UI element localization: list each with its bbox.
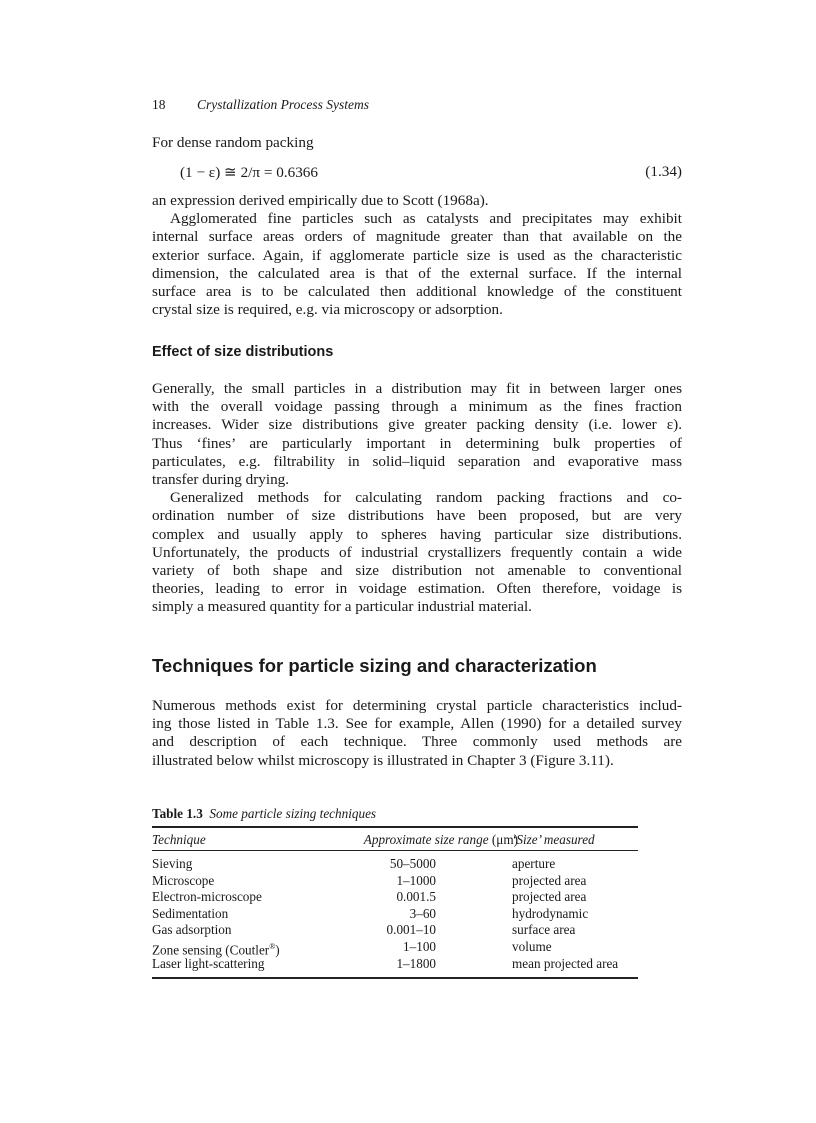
text-line: Agglomerated fine particles such as catalysts and precipitates may exhibit (170, 210, 682, 228)
text-line: Numerous methods exist for determining crystal particle characteristics includ- (152, 697, 682, 714)
paragraph-1 (152, 192, 682, 319)
running-header (152, 97, 369, 113)
text-line: complex and usually apply to spheres having particular size distributions. (152, 525, 682, 543)
paragraph-2 (152, 380, 682, 616)
table-title: Some particle sizing techniques (209, 806, 377, 821)
text-line: crystal size is required, e.g. via microscopy or adsorption. (152, 301, 503, 319)
text-line: ing those listed in Table 1.3. See for example, Allen (1990) for a detailed survey (152, 715, 682, 733)
table-caption (152, 806, 638, 822)
equation-1-34 (180, 163, 682, 182)
cell-measured: hydrodynamic (512, 905, 589, 921)
text-line: exterior surface. Again, if agglomerate particle size is used as the characteristic (152, 246, 682, 264)
table-header-rule (152, 850, 638, 851)
text-line: transfer during drying. (152, 470, 290, 488)
cell-range: 0.001.5 (396, 889, 436, 905)
cell-measured: aperture (512, 856, 556, 871)
text-line: dimension, the calculated area is that of the external surface. If the internal (152, 264, 682, 282)
text-line: theories, leading to error in voidage estimation. Often therefore, voidage is (152, 580, 682, 598)
cell-range: 1–1000 (396, 872, 436, 888)
table-row (152, 873, 638, 890)
cell-measured: projected area (512, 889, 587, 905)
table-row (152, 856, 638, 873)
cell-technique (152, 939, 312, 956)
text-line: internal surface areas orders of magnitude greater than that available on the (152, 228, 682, 246)
cell-range: 3–60 (409, 905, 436, 921)
text-line: illustrated below whilst microscopy is illustrated in Chapter 3 (Figure 3.11). (152, 751, 614, 769)
table-bottom-rule (152, 977, 638, 979)
text-line: particulates, e.g. filtrability in solid–liquid separation and evaporative mass (152, 452, 682, 470)
registered-mark: ® (269, 941, 276, 951)
text-line: For dense random packing (152, 134, 314, 151)
header-size-measured: ‘Size’ measured (512, 832, 595, 847)
table-1-3 (152, 806, 638, 979)
table-label: Table 1.3 (152, 806, 203, 821)
cell-range: 0.001–10 (386, 922, 436, 938)
equation-expression: (1 − ε) ≅ 2/π = 0.6366 (180, 164, 318, 181)
cell-technique: Microscope (152, 872, 215, 888)
cell-measured: mean projected area (512, 955, 619, 971)
text-line: Thus ‘fines’ are particularly important in determining bulk properties of (152, 434, 682, 452)
cell-measured: projected area (512, 872, 587, 888)
cell-range: 1–1800 (396, 955, 436, 971)
text-line: Generally, the small particles in a distribution may fit in between larger ones (152, 380, 682, 397)
closing-paren: ) (275, 942, 280, 958)
cell-measured: surface area (512, 922, 576, 938)
intro-line (152, 134, 682, 152)
text-line: Generalized methods for calculating random packing fractions and co- (170, 489, 682, 507)
text-line: Unfortunately, the products of industrial crystallizers frequently contain a wide (152, 543, 682, 561)
cell-technique: Electron-microscope (152, 889, 262, 905)
text-line: an expression derived empirically due to Scott (1968a). (152, 192, 489, 209)
section-heading-particle-sizing: Techniques for particle sizing and characterization (152, 655, 597, 676)
cell-technique-text: Zone sensing (Coutler (152, 942, 270, 958)
cell-range: 50–5000 (389, 856, 436, 871)
text-line: with the overall voidage passing through a minimum as the fines fraction (152, 398, 682, 416)
text-line: simply a measured quantity for a particular industrial material. (152, 598, 532, 616)
cell-technique: Sedimentation (152, 905, 229, 921)
text-line: and description of each technique. Three commonly used methods are (152, 733, 682, 751)
header-unit: (μm) (491, 832, 518, 847)
table-row (152, 922, 638, 939)
cell-measured: volume (512, 938, 552, 954)
cell-range: 1–100 (403, 938, 436, 954)
cell-technique: Sieving (152, 856, 193, 871)
text-line: surface area is to be calculated then additional knowledge of the constituent (152, 282, 682, 300)
text-line: increases. Wider size distributions give greater packing density (i.e. lower ε). (152, 416, 682, 434)
text-line: variety of both shape and size distribution not amenable to conventional (152, 561, 682, 579)
paragraph-4 (152, 697, 682, 770)
header-technique: Technique (152, 832, 206, 847)
equation-number: (1.34) (645, 163, 682, 180)
table-header-row (152, 830, 638, 850)
header-size-range (312, 830, 518, 850)
running-title: Crystallization Process Systems (197, 97, 369, 112)
page-number: 18 (152, 97, 166, 112)
table-row (152, 906, 638, 923)
text-line: ordination number of size distributions have been proposed, but are very (152, 507, 682, 525)
table-row (152, 889, 638, 906)
table-top-rule (152, 826, 638, 828)
header-size-range-label: Approximate size range (363, 832, 489, 847)
cell-technique: Gas adsorption (152, 922, 232, 938)
cell-technique: Laser light-scattering (152, 955, 265, 971)
table-row (152, 956, 638, 973)
section-heading-size-distributions: Effect of size distributions (152, 344, 334, 360)
table-row (152, 939, 638, 956)
